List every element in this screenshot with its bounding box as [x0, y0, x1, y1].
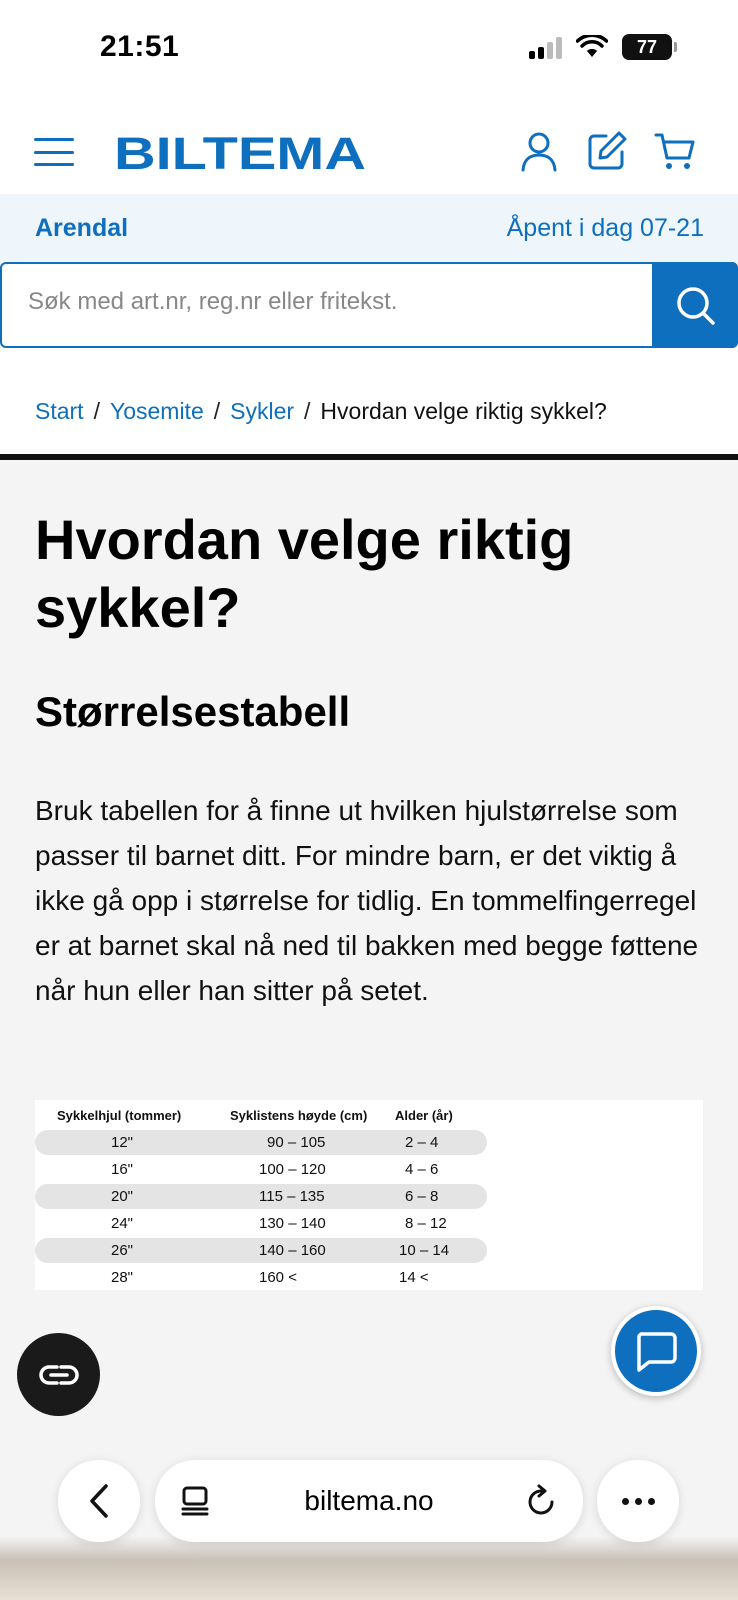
site-header: [0, 100, 738, 194]
store-hours[interactable]: Åpent i dag 07-21: [506, 214, 704, 242]
section-title: Størrelsestabell: [35, 688, 351, 735]
status-bar: [0, 0, 738, 100]
biltema-logo[interactable]: [114, 134, 370, 172]
table-header-age: Alder (år): [395, 1108, 453, 1123]
edit-list-icon[interactable]: [586, 130, 628, 172]
signal-icon: [529, 35, 562, 59]
svg-text:BILTEMA: BILTEMA: [114, 134, 366, 172]
table-cell: 6 – 8: [405, 1188, 439, 1205]
address-bar[interactable]: [155, 1460, 583, 1542]
chat-icon: [631, 1326, 681, 1376]
table-cell: 115 – 135: [259, 1188, 325, 1205]
breadcrumb-start[interactable]: Start: [35, 398, 84, 424]
search-bar: [0, 262, 738, 348]
table-row: [35, 1211, 487, 1236]
table-header-height: Syklistens høyde (cm): [230, 1108, 368, 1123]
table-header-wheel: Sykkelhjul (tommer): [57, 1108, 182, 1123]
account-icon[interactable]: [518, 130, 560, 172]
table-row: [35, 1265, 487, 1290]
table-row: [35, 1157, 487, 1182]
cart-icon[interactable]: [654, 130, 696, 172]
breadcrumb-yosemite[interactable]: Yosemite: [109, 398, 204, 424]
table-cell: 10 – 14: [399, 1242, 450, 1259]
store-bar: [0, 194, 738, 262]
table-cell: 24": [111, 1215, 134, 1232]
breadcrumb-current: Hvordan velge riktig sykkel?: [320, 398, 607, 424]
table-row: [35, 1238, 487, 1263]
table-cell: 8 – 12: [405, 1215, 447, 1232]
table-cell: 130 – 140: [259, 1215, 326, 1232]
store-name-link[interactable]: Arendal: [35, 214, 129, 242]
more-button[interactable]: [597, 1460, 679, 1542]
size-table: [35, 1100, 703, 1290]
menu-icon[interactable]: [34, 138, 74, 166]
url-text: biltema.no: [304, 1485, 434, 1516]
search-input[interactable]: [28, 288, 628, 316]
table-cell: 26": [111, 1242, 134, 1259]
reload-icon[interactable]: [527, 1484, 557, 1516]
table-cell: 140 – 160: [259, 1242, 326, 1259]
back-button[interactable]: [58, 1460, 140, 1542]
link-icon: [37, 1363, 81, 1387]
breadcrumb-separator: /: [304, 398, 311, 424]
chevron-left-icon: [87, 1483, 111, 1519]
search-button[interactable]: [652, 262, 738, 348]
table-cell: 16": [111, 1161, 134, 1178]
breadcrumb-bar: [0, 348, 738, 460]
table-cell: 90 – 105: [267, 1134, 326, 1151]
table-cell: 4 – 6: [405, 1161, 439, 1178]
table-cell: 14 <: [399, 1269, 429, 1286]
co-browsing-button[interactable]: [17, 1333, 100, 1416]
table-cell: 2 – 4: [405, 1134, 439, 1151]
breadcrumb-separator: /: [213, 398, 221, 424]
table-cell: 100 – 120: [259, 1161, 326, 1178]
status-time: 21:51: [100, 30, 180, 63]
search-icon: [674, 284, 716, 326]
page-title: Hvordan velge riktig sykkel?: [35, 508, 574, 639]
chat-button[interactable]: [611, 1306, 701, 1396]
browser-toolbar: [0, 1440, 738, 1600]
status-icons: [529, 34, 672, 60]
reader-icon[interactable]: [181, 1486, 209, 1516]
body-text: Bruk tabellen for å finne ut hvilken hjulstørrelse som passer til barnet ditt. For mindre barn, er det viktig å ikke gå opp i størrelse for tidlig. En tommelfingerregel er at barnet skal nå ned til bakken med begge føttene når hun eller han sitter på setet.: [35, 795, 699, 1006]
table-cell: 12": [111, 1134, 134, 1151]
table-cell: 28": [111, 1269, 134, 1286]
table-cell: 20": [111, 1188, 134, 1205]
wifi-icon: [576, 35, 608, 59]
breadcrumb-sykler[interactable]: Sykler: [230, 398, 295, 424]
table-row: [35, 1184, 487, 1209]
table-row: [35, 1130, 487, 1155]
breadcrumb-separator: /: [93, 398, 100, 424]
breadcrumb: [35, 398, 607, 425]
more-icon: [622, 1498, 655, 1505]
battery-icon: 77: [622, 34, 672, 60]
table-cell: 160 <: [259, 1269, 297, 1286]
